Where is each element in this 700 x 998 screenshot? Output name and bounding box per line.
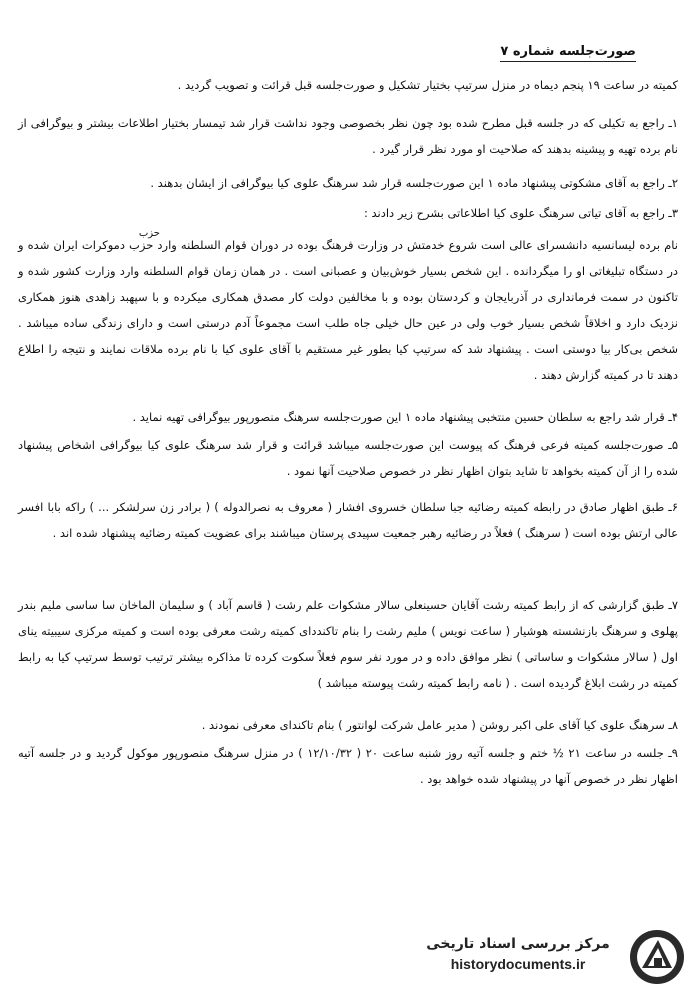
paragraph-item-3: ۳ـ راجع به آقای تیاتی سرهنگ علوی کیا اطلاعاتی بشرح زیر دادند : bbox=[363, 206, 678, 220]
paragraph-item-7: ۷ـ طبق گزارشی که از رابط کمیته رشت آقایان حسینعلی سالار مشکوات علم رشت ( قاسم آباد ) و سلیمان الماخان سا ساسی ملیم بندر پهلوی و سرهنگ بازنشسته هوشیار ( ساعت نویس ) ملیم رشت را بنام تاکنددای کمیته رشت معرفی بوده است و کمیته مرکزی سیبیته ینای اول ( سالار مشکوات و ساساتی ) نظر موافق داده و در مورد نفر سوم فعلاً سکوت کرده تا مذاکره بیشتر ترتیب توسط سرتیپ کیا به رابط کمیته در رشت ابلاغ گردیده است . ( نامه رابط کمیته رشت پیوسته میباشد ) bbox=[18, 598, 678, 690]
paragraph-item-1: ۱ـ راجع به تکیلی که در جلسه قبل مطرح شده بود چون نظر بخصوصی وجود نداشت قرار شد تیمسار بختیار اطلاعات بیشتر و بیوگرافی از نام برده تهیه و پیشینه بدهند که صلاحیت او مورد نظر قرار گیرد . bbox=[18, 116, 678, 156]
margin-annotation: حزب bbox=[138, 228, 160, 239]
footer-branding bbox=[418, 936, 618, 972]
document-archive-logo-icon bbox=[628, 928, 686, 986]
paragraph-item-6: ۶ـ طبق اظهار صادق در رابطه کمیته رضائیه جبا سلطان خسروی افشار ( معروف به نصرالدوله ) ( برادر زن سرلشکر ... ) راکه بابا افسر عالی ارتش بوده است ( سرهنگ ) فعلاً در رضائیه رهبر جمعیت سپیدی پرستان میباشند برای عضویت کمیته رضائیه پیشنهاد شده اند . bbox=[18, 500, 678, 540]
paragraph-intro: کمیته در ساعت ۱۹ پنجم دیماه در منزل سرتیپ بختیار تشکیل و صورت‌جلسه قبل قرائت و تصویب گردید . bbox=[177, 78, 678, 92]
paragraph-item-2: ۲ـ راجع به آقای مشکوتی پیشنهاد ماده ۱ این صورت‌جلسه قرار شد سرهنگ علوی کیا بیوگرافی از ایشان بدهند . bbox=[150, 176, 678, 190]
paragraph-item-9: ۹ـ جلسه در ساعت ۲۱ ½ ختم و جلسه آتیه روز شنبه ساعت ۲۰ ( ۱۲/۱۰/۳۲ ) در منزل سرهنگ منصورپور موکول گردید و در جلسه آتیه اظهار نظر در خصوص آنها در پیشنهاد شده خواهد بود . bbox=[18, 746, 678, 786]
document-title: صورت‌جلسه شماره ۷ bbox=[500, 44, 636, 62]
paragraph-item-8: ۸ـ سرهنگ علوی کیا آقای علی اکبر روشن ( مدیر عامل شرکت لوانتور ) بنام تاکندای معرفی نمودند . bbox=[201, 718, 678, 732]
paragraph-item-4: ۴ـ قرار شد راجع به سلطان حسین منتخبی پیشنهاد ماده ۱ این صورت‌جلسه سرهنگ منصورپور بیوگرافی تهیه نماید . bbox=[132, 410, 678, 424]
footer-org-name: مرکز بررسی اسناد تاریخی bbox=[426, 936, 610, 952]
paragraph-item-5: ۵ـ صورت‌جلسه کمیته فرعی فرهنگ که پیوست این صورت‌جلسه میباشد قرائت و قرار شد سرهنگ علوی کیا بیوگرافی اشخاص پیشنهاد شده را از آن کمیته بخواهد تا شاید بتوان اظهار نظر در خصوص صلاحیت آنها نمود . bbox=[18, 438, 678, 478]
paragraph-item-3-details: نام برده لیسانسیه دانشسرای عالی است شروع خدمتش در وزارت فرهنگ بوده در دوران قوام السلطنه وارد حزب دموکرات ایران شده و در دستگاه تبلیغاتی او را میگردانده . این شخص بسیار خوش‌بیان و عصبانی است . در همان زمان قوام السلطنه وارد وزارت کشور شده و تاکنون در سمت فرمانداری در آذربایجان و کردستان بوده و با مخالفین دولت کار مصدق همکاری میکرده و با سپهبد زاهدی هنوز همکاری نزدیک دارد و اخلاقاً شخص بسیار خوب ولی در عین حال خیلی جاه طلب است مجموعاً آدم درستی است و دارای زندگی ساده میباشد . شخص بی‌کار بیا دوستی است . پیشنهاد شد که سرتیپ کیا بطور غیر مستقیم با آقای علوی کیا با نام برده ملاقات نمایند و نتیجه را اطلاع دهند تا در کمیته گزارش دهند . bbox=[18, 238, 678, 382]
footer-website[interactable]: historydocuments.ir bbox=[450, 956, 586, 972]
